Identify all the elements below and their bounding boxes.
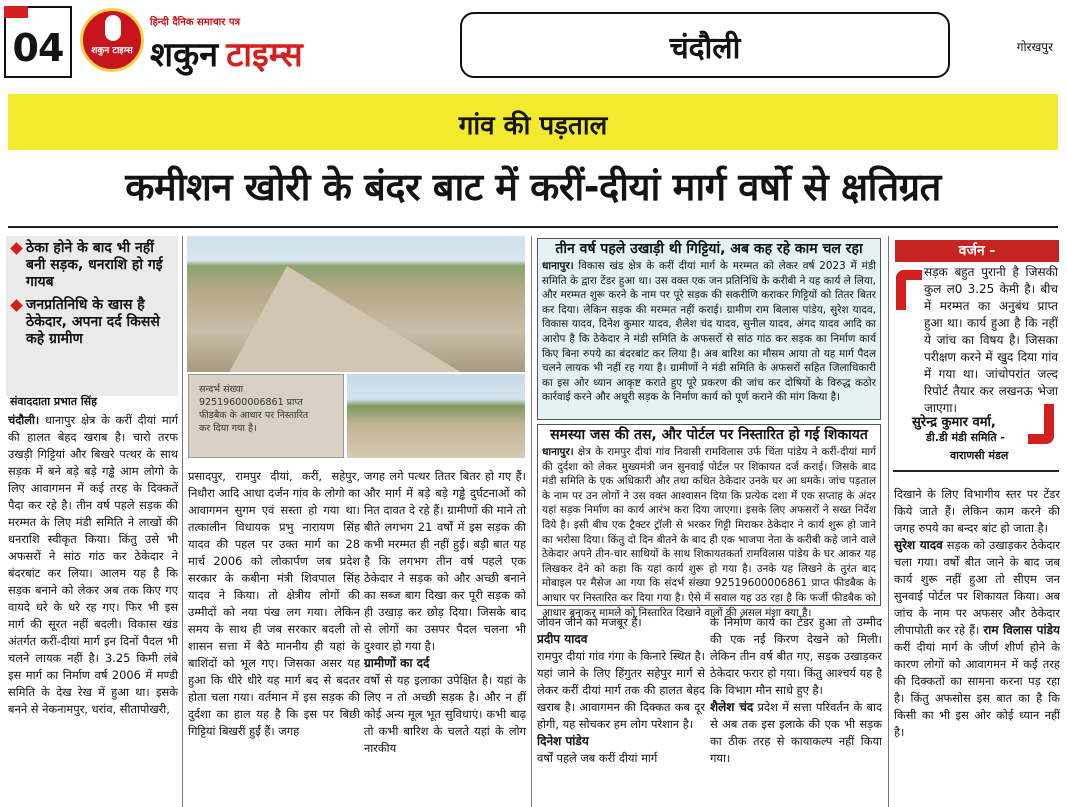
- road-photo-2: [347, 374, 525, 458]
- headline-rule: [8, 226, 1058, 228]
- col-6-text-b: सड़क को उखाड़कर ठेकेदार चला गया। वर्षों बीत जाने के बाद जब कार्य शुरू नहीं हुआ तो सीएम जन सुनवाई पोर्टल पर शिकायत किया। अब जांच के नाम पर अफसर और ठेकेदार लीपापोती कर रहे हैं।: [894, 538, 1060, 637]
- section-band: [8, 94, 1058, 150]
- col-3-text-a: जगह लगे पत्थर तितर बितर हो गए हैं। और मार्ग में बड़े बड़े गड्ढे दुर्घटनाओं को नित दावत दे रहे हैं। ग्रामीणों की माने तो बीते लगभग 21 वर्षों में इस सड़क की कभी मरम्मत ही नहीं हुई। बड़ी बात यह है कि लगभग तीन वर्ष पहले एक ठेकेदार ने सड़क को और अच्छी बनाने का सब्ज बाग दिखा कर पूरी सड़क को ही उखाड़ कर छोड़ दिया। जिसके बाद से लोगों का उसपर पैदल चलना भी दुश्वार हो गया है।: [364, 469, 526, 653]
- column-divider: [888, 236, 889, 807]
- official-division: वाराणसी मंडल: [950, 449, 1009, 462]
- box-2-title: समस्या जस की तस, और पोर्टल पर निस्तारित हो गई शिकायत: [550, 427, 868, 443]
- section-title: गांव की पड़ताल: [458, 111, 608, 141]
- page-number-box: [4, 6, 72, 78]
- varjan-title: वर्जन -: [895, 240, 1059, 262]
- col-5-text-a: के निर्माण कार्य का टेंडर हुआ तो उम्मीद की एक नई किरण देखने को मिली। लेकिन तीन वर्ष बीत गए, सड़क उखाड़कर ठेकेदार फरार हो गया। किंतु आश्चर्य यह है कि विभाग मौन साधे हुए है।: [710, 615, 882, 697]
- news-box-2: [537, 424, 881, 619]
- col-6-subhead-1: सुरेश यादव: [894, 538, 943, 552]
- article-col-3: [364, 468, 526, 807]
- col-4-subhead-2: दिनेश पांडेय: [537, 734, 589, 748]
- road-shape: [227, 266, 467, 372]
- road-photo-1: [187, 236, 525, 372]
- column-divider: [182, 236, 183, 807]
- caption-line-3: फीडबैक के आधार पर निस्तारित: [199, 410, 309, 421]
- article-col-1: [8, 412, 178, 807]
- headline: कमीशन खोरी के बंदर बाट में करीं-दीयां मार्ग वर्षो से क्षतिग्रत: [125, 165, 941, 209]
- district-name: चंदौली: [669, 31, 741, 66]
- caption-line-1: सन्दर्भ संख्या: [199, 384, 244, 395]
- caption-line-2: 92519600006861 प्राप्त: [199, 397, 303, 408]
- brand-part1: शकुन: [150, 35, 219, 75]
- logo-icon: [80, 8, 144, 72]
- box-1-dateline: धानापुर।: [542, 260, 574, 272]
- official-name: सुरेन्द्र कुमार वर्मा,: [912, 415, 996, 430]
- col-1-text: धानापुर क्षेत्र के करीं दीयां मार्ग की हालत बेहद खराब है। चारो तरफ उखड़ी गिट्टियां और बिखरे पत्थर के साथ सड़क में बने बड़े बड़े गड्ढे आम लोगो के लिए आवागमन में कई तरह के दिक्कतें पैदा कर रहे है। तीन वर्ष पहले सड़क की मरम्मत के लिए मंडी समिति ने लाखों की धनराशि स्वीकृत किया। किंतु उसे भी अफसरों ने सांठ गांठ कर ठेकेदार ने बंदरबांट कर लिया। आलम यह है कि सड़क बनाने को लेकर अब तक किए गए वायदे धरे के धरे रह गए। फिर भी इस मार्ग की सूरत नहीं बदली। विकास खंड अंतर्गत करीं-दीयां मार्ग इन दिनों पैदल भी चलने लायक नहीं है। 3.25 किमी लंबे इस मार्ग का निर्माण वर्ष 2006 में मण्डी समिति के देख रेख में हुआ था। इसके बनने से नेकनामपुर, धरांव, सीतापोखरी,: [8, 413, 178, 716]
- col-5-subhead: शैलेश चंद: [710, 700, 754, 714]
- quote-close-icon: [1028, 404, 1054, 444]
- box-1-body: [538, 259, 880, 405]
- logo-text: शकुन टाइम्स: [91, 46, 133, 56]
- caption-line-4: कर दिया गया है।: [199, 423, 257, 434]
- teaser-1-text: ठेका होने के बाद भी नहीं बनी सड़क, धनराशि हो गई गायब: [26, 240, 163, 290]
- box-1-text: विकास खंड क्षेत्र के करीं दीयां मार्ग के मरम्मत को लेकर वर्ष 2023 में मंडी समिति के द्वारा टेंडर हुआ था। उस वक्त एक जन प्रतिनिधि के करीबी ने यह कार्य ले लिया, और मरम्मत शुरू करने के नाम पर पूरे सड़क की सकरीणि कराकर गिट्टियों को तितर बितर कर दिया। लेकिन सड़क की मरम्मत नहीं कराई। ग्रामीण राम बिलास पांडेय, सुरेश यादव, विकास यादव, दिनेश कुमार यादव, शैलेश चंद यादव, सुनील यादव, अंगद यादव आदि का आरोप है कि ठेकेदार ने मंडी समिति के अफसरों से सांठ गांठ कर सड़क का निर्माण कार्य किए बिना रुपये का बंदरबांट कर लिया है। अब बारिश का मौसम आया तो यह मार्ग पैदल चलने लायक भी नहीं रह गया है। ग्रामीणों ने मंडी समिति के अफसरों सहित जिलाधिकारी का इस ओर ध्यान आकृष्ट कराते हुए पूरे प्रकरण की जांच कर दोषियों के विरुद्ध कठोर कार्रवाई करने और अधूरी सड़क के निर्माण कार्य को पूर्ण कराने की मांग किया है।: [542, 260, 876, 404]
- col-4-text-a: जीवन जीने को मजबूर हैं।: [537, 615, 642, 629]
- article-col-6: [894, 486, 1060, 807]
- col-4-text-b: रामपुर दीयां गांव गंगा के किनारे स्थित है। यहां जाने के लिए हिंगुतर सहेपुर मार्ग से लेकर करीं दीयां मार्ग तक की हालत बेहद खराब है। आवागमन की दिक्कत कब दूर होगी, यह सोचकर हम लोग परेशान है।: [537, 649, 705, 731]
- col-3-text-b: वर्षो से यह इलाका उपेक्षित है। यहां के लिए न तो अच्छी सड़क है। और न हीं कोई अन्य मूल भूत सुविधाएं। कभी बाढ़ तो कभी बारिश के चलते यहां के लोग नारकीय: [364, 673, 526, 755]
- varjan-rule: [893, 470, 1059, 472]
- col-4-text-c: वर्षों पहले जब करीं दीयां मार्ग: [537, 751, 658, 765]
- column-divider: [531, 236, 532, 807]
- box-2-body: [538, 445, 880, 620]
- byline: संवाददाता प्रभात सिंह: [10, 395, 97, 408]
- quote-open-icon: [896, 270, 922, 310]
- col-6-text-c: करीं दीयां मार्ग के जीर्ण शीर्ण होने के कारण लोगों को आवागमन में कई तरह की दिक्कतों का सामना करना पड़ रहा है। किंतु अफसोस इस बात का है कि किसी का भी इस ओर कोई ध्यान नहीं है।: [894, 640, 1060, 739]
- diamond-icon: [10, 299, 23, 312]
- official-role: डी.डी मंडी समिति -: [926, 431, 1005, 444]
- page-number-flag: [4, 6, 28, 18]
- box-1-title: तीन वर्ष पहले उखाड़ी थी गिट्टियां, अब कह रहे काम चल रहा: [555, 241, 863, 257]
- city-label: गोरखपुर: [1016, 40, 1053, 54]
- sms-screenshot-photo: [188, 374, 344, 458]
- page-number: 04: [12, 26, 64, 70]
- diamond-icon: [10, 242, 23, 255]
- article-col-4: [537, 614, 705, 807]
- box-2-text: क्षेत्र के रामपुर दीयां गांव निवासी रामविलास उर्फ चिंता पांडेय ने करीं-दीयां मार्ग की दुर्दशा को लेकर मुख्यमंत्री जन सुनवाई पोर्टल पर शिकायत दर्ज कराई। जिसके बाद मंडी समिति के एक अधिकारी और तथा कथित ठेकेदार उनके घर आ धमके। जांच पड़ताल के नाम पर उन लोगों ने उस वक्त आश्वासन दिया कि प्रत्येक दशा में एक सप्ताह के अंदर यहां सड़क निर्माण का कार्य आरंभ करा दिया जाएगा। इसके लिए अफसरों ने सख्त निर्देश दिये है। इसी बीच एक ट्रैक्टर ट्रॉली से भरकर गिट्टी मिराकर ठेकेदार ने कार्य शुरू हो जाने का भरोसा दिया। किंतु दो दिन बीतने के बाद ही एक भाजपा नेता के करीबी कहे जाने वाले ठेकेदार अपने तीन-चार साथियों के साथ शिकायतकर्ता रामविलास पांडेय के घर आकर यह लिखकर देने को कहा कि यहां कार्य शुरू हो गया है। उनके यह लिखने के तुरंत बाद मोबाइल पर मैसेज आ गया कि संदर्भ संख्या 92519600006861 प्राप्त फीडबैक के आधार पर निस्तारित कर दिया गया है। ऐसे में सवाल यह उठ रहा है कि फर्जी फीडबैक को आधार बनाकर मामले को निस्तारित दिखाने वालों की असल मंशा क्या है।: [542, 446, 876, 619]
- teaser-2: [12, 297, 172, 348]
- box-2-dateline: धानापुर।: [542, 446, 574, 458]
- teaser-2-text: जनप्रतिनिधि के खास है ठेकेदार, अपना दर्द किससे कहे ग्रामीण: [26, 297, 160, 347]
- news-box-1: [537, 238, 881, 420]
- tagline: हिन्दी दैनिक समाचार पत्र: [150, 17, 241, 28]
- article-col-2: प्रसादपुर, रामपुर दीयां, करीं, सहेपुर, निधौरा आदि आधा दर्जन गांव के लोगो का आवागमन सुगम एवं सस्ता हो गया था। तत्कालीन विधायक प्रभु नारायण सिंह यादव की पहल पर उक्त मार्ग का 28 मार्च 2006 को लोकार्पण जब प्रदेश सरकार के कबीना मंत्री शिवपाल सिंह यादव ने किया। तो क्षेत्रीय लोगों की उम्मीदों को नया पंख लग गया। लेकिन समय के साथ ही जब सरकार बदली तो शासन सत्ता में बैठे माननीय ही यहां के बाशिंदों को भूल गए। जिसका असर यह हुआ कि धीरे धीरे यह मार्ग बद से बदतर होता चला गया। वर्तमान में इस सड़क की दुर्दशा का हाल यह है कि इस पर बिछी गिट्टियां बिखरीं हुईं हैं। जगह: [188, 469, 360, 738]
- microphone-icon: [105, 15, 121, 41]
- brand-part2: टाइम्स: [226, 35, 303, 75]
- teaser-1: [12, 240, 172, 291]
- col-3-subhead: ग्रामीणों का दर्द: [364, 656, 430, 670]
- dateline: चंदौली।: [8, 413, 40, 427]
- col-6-text-a: दिखाने के लिए विभागीय स्तर पर टेंडर किये जाते हैं। लेकिन काम करने की जगह रुपये का बन्दर बांट हो जाता है।: [894, 487, 1060, 535]
- article-col-5: [710, 614, 882, 807]
- col-4-subhead-1: प्रदीप यादव: [537, 632, 588, 646]
- varjan-text: सड़क बहुत पुरानी है जिसकी कुल ल0 3.25 केमी है। बीच में मरम्मत का अनुबंध प्राप्त हुआ था। कार्य हुआ है कि नहीं ये जांच का विषय है। जिसका परीक्षण करने में खुद दिया गांव में गया था। जांचोपरांत जल्द रिपोर्ट तैयार कर लखनऊ भेजा जाएगा।: [924, 265, 1058, 415]
- col-5-text-b: प्रदेश में सत्ता परिवर्तन के बाद से अब तक इस इलाके की एक भी सड़क का ठीक तरह से कायाकल्प नहीं किया गया।: [710, 700, 882, 765]
- col-6-subhead-2: राम विलास पांडेय: [983, 623, 1060, 637]
- district-box: [460, 12, 950, 78]
- brand-name: [150, 30, 303, 76]
- teaser-box: [6, 236, 178, 396]
